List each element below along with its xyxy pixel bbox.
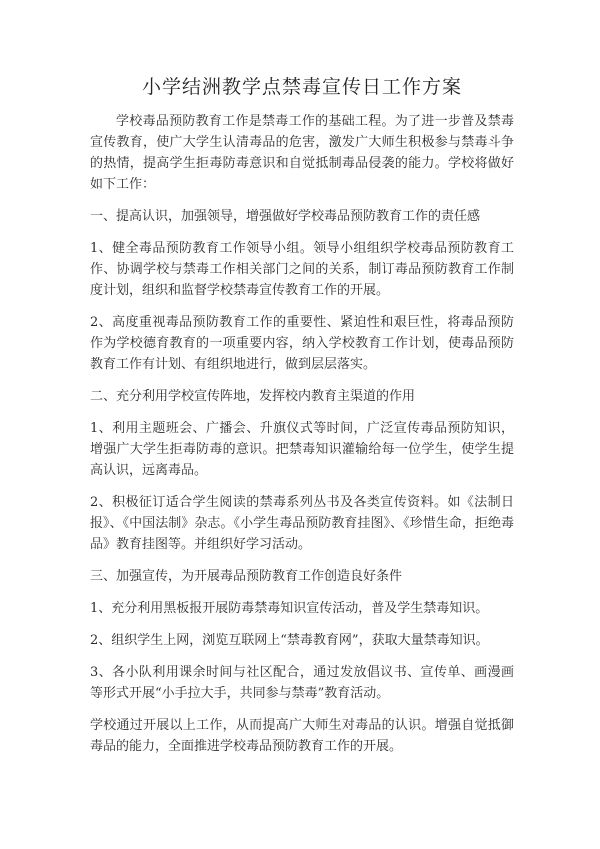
document-title: 小学结洲教学点禁毒宣传日工作方案 — [141, 76, 462, 98]
section-1-item-2: 2、高度重视毒品预防教育工作的重要性、紧迫性和艰巨性，将毒品预防作为学校德育教育的一项重要内容，纳入学校教育工作计划，使毒品预防教育工作有计划、有组织地进行，做到层层落实。 — [90, 315, 514, 372]
section-3-item-3: 3、各小队利用课余时间与社区配合，通过发放倡议书、宣传单、画漫画等形式开展“小手拉大手，共同参与禁毒”教育活动。 — [90, 665, 514, 701]
section-1-item-1: 1、健全毒品预防教育工作领导小组。领导小组组织学校毒品预防教育工作、协调学校与禁毒工作相关部门之间的关系，制订毒品预防教育工作制度计划，组织和监督学校禁毒宣传教育工作的开展。 — [90, 241, 514, 298]
section-2-item-2: 2、积极征订适合学生阅读的禁毒系列丛书及各类宣传资料。如《法制日报》、《中国法制》杂志。《小学生毒品预防教育挂图》、《珍惜生命，拒绝毒品》教育挂图等。并组织好学习活动。 — [90, 495, 514, 552]
section-3-item-2: 2、组织学生上网，浏览互联网上“禁毒教育网”，获取大量禁毒知识。 — [90, 633, 489, 648]
section-2-item-1: 1、利用主题班会、广播会、升旗仪式等时间，广泛宣传毒品预防知识，增强广大学生拒毒防毒的意识。把禁毒知识灌输给每一位学生，使学生提高认识，远离毒品。 — [90, 421, 514, 478]
section-2-heading: 二、充分利用学校宣传阵地，发挥校内教育主渠道的作用 — [90, 389, 416, 404]
section-3-item-1: 1、充分利用黑板报开展防毒禁毒知识宣传活动，普及学生禁毒知识。 — [90, 601, 489, 616]
section-1-heading: 一、提高认识，加强领导，增强做好学校毒品预防教育工作的责任感 — [90, 209, 481, 224]
section-3-heading: 三、加强宣传，为开展毒品预防教育工作创造良好条件 — [90, 569, 403, 584]
conclusion-paragraph: 学校通过开展以上工作，从而提高广大师生对毒品的认识。增强自觉抵御毒品的能力，全面推进学校毒品预防教育工作的开展。 — [90, 718, 514, 754]
document-page — [90, 72, 514, 768]
intro-paragraph: 学校毒品预防教育工作是禁毒工作的基础工程。为了进一步普及禁毒宣传教育，使广大学生认清毒品的危害，激发广大师生积极参与禁毒斗争的热情，提高学生拒毒防毒意识和自觉抵制毒品侵袭的能力。学校将做好如下工作： — [90, 114, 514, 192]
